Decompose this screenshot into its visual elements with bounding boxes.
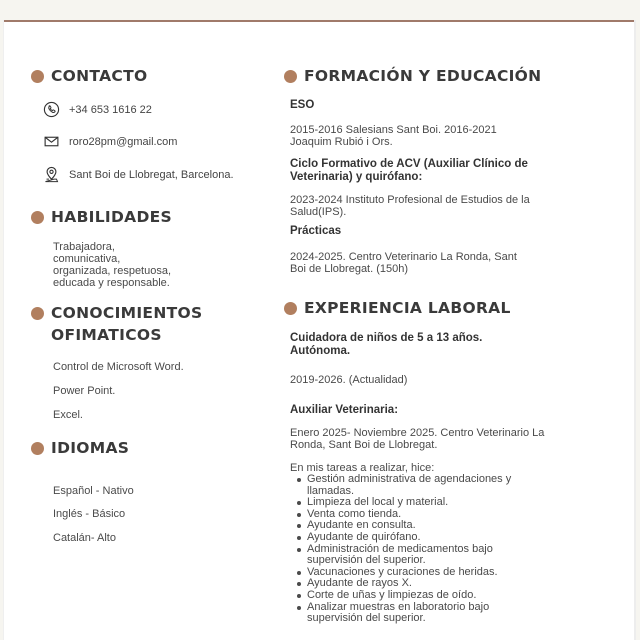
task-item: Venta como tienda. [290,509,530,521]
eso-title: ESO [290,99,315,111]
location-text: Sant Boi de Llobregat, Barcelona. [69,168,234,181]
tasks-intro: En mis tareas a realizar, hice: [290,462,435,474]
location-pin-icon [43,166,60,183]
job2-title: Auxiliar Veterinaria: [290,404,399,416]
practicas-details [290,251,517,275]
section-formacion-heading [284,65,541,87]
job2-line: Enero 2025- Noviembre 2025. Centro Veterinario La [290,427,545,439]
phone-text: +34 653 1616 22 [69,103,152,116]
ciclo-title [290,158,528,184]
language-item: Catalán- Alto [53,532,116,544]
contact-email[interactable] [43,133,177,150]
bullet-dot-icon [31,442,44,455]
resume-page [3,20,636,640]
ciclo-line: Salud(IPS). [290,206,347,218]
ciclo-line: 2023-2024 Instituto Profesional de Estudios de la [290,194,530,206]
section-title-text [51,302,202,346]
habilidades-line: organizada, respetuosa, [53,265,172,277]
title-line: OFIMATICOS [51,326,162,344]
practicas-line: Boi de Llobregat. (150h) [290,263,409,275]
contact-location [43,166,234,183]
task-item: Ayudante en consulta. [290,520,530,532]
job1-title-line: Cuidadora de niños de 5 a 13 años. [290,332,483,344]
job1-title [290,332,482,358]
email-text[interactable]: roro28pm@gmail.com [69,135,178,148]
habilidades-text [53,241,171,289]
ofimatica-item: Power Point. [53,385,116,397]
task-item: Gestión administrativa de agendaciones y llamadas. [290,474,530,497]
task-item: Limpieza del local y material. [290,497,530,509]
section-idiomas-heading [31,437,129,459]
job2-line: Ronda, Sant Boi de Llobregat. [290,439,438,451]
ciclo-details [290,194,530,218]
eso-details [290,124,497,148]
ofimatica-item: Control de Microsoft Word. [53,361,184,373]
habilidades-line: educada y responsable. [53,277,170,289]
bullet-dot-icon [284,302,297,315]
section-title-text: IDIOMAS [51,439,130,457]
contact-phone [43,101,152,118]
practicas-line: 2024-2025. Centro Veterinario La Ronda, Sant [290,251,517,263]
top-divider [4,20,634,22]
section-contacto-heading [31,65,147,87]
job1-dates: 2019-2026. (Actualidad) [290,374,408,386]
ciclo-title-line: Veterinaria) y quirófano: [290,171,423,183]
ciclo-title-line: Ciclo Formativo de ACV (Auxiliar Clínico de [290,158,528,170]
section-title-text: CONTACTO [51,67,148,85]
section-experiencia-heading [284,297,511,319]
task-item: Corte de uñas y limpiezas de oído. [290,590,530,602]
bullet-dot-icon [31,307,44,320]
bullet-dot-icon [31,211,44,224]
bullet-dot-icon [284,70,297,83]
section-title-text: EXPERIENCIA LABORAL [304,299,511,317]
section-habilidades-heading [31,206,172,228]
section-conocimientos-heading [31,302,202,346]
job2-details [290,427,544,451]
section-title-text: FORMACIÓN Y EDUCACIÓN [304,67,542,85]
tasks-list [290,474,530,625]
practicas-title: Prácticas [290,225,342,237]
title-line: CONOCIMIENTOS [51,304,203,322]
task-item: Ayudante de rayos X. [290,578,530,590]
task-item: Vacunaciones y curaciones de heridas. [290,567,530,579]
ofimatica-item: Excel. [53,409,83,421]
bullet-dot-icon [31,70,44,83]
task-item: Ayudante de quirófano. [290,532,530,544]
mail-icon [43,133,60,150]
task-item: Analizar muestras en laboratorio bajo supervisión del superior. [290,602,530,625]
habilidades-line: comunicativa, [53,253,121,265]
eso-line: Joaquim Rubió i Ors. [290,136,393,148]
phone-icon [43,101,60,118]
task-item: Administración de medicamentos bajo supervisión del superior. [290,544,530,567]
language-item: Español - Nativo [53,485,134,497]
language-item: Inglés - Básico [53,508,126,520]
section-title-text: HABILIDADES [51,208,172,226]
job1-title-line: Autónoma. [290,345,351,357]
eso-line: 2015-2016 Salesians Sant Boi. 2016-2021 [290,124,497,136]
habilidades-line: Trabajadora, [53,241,115,253]
